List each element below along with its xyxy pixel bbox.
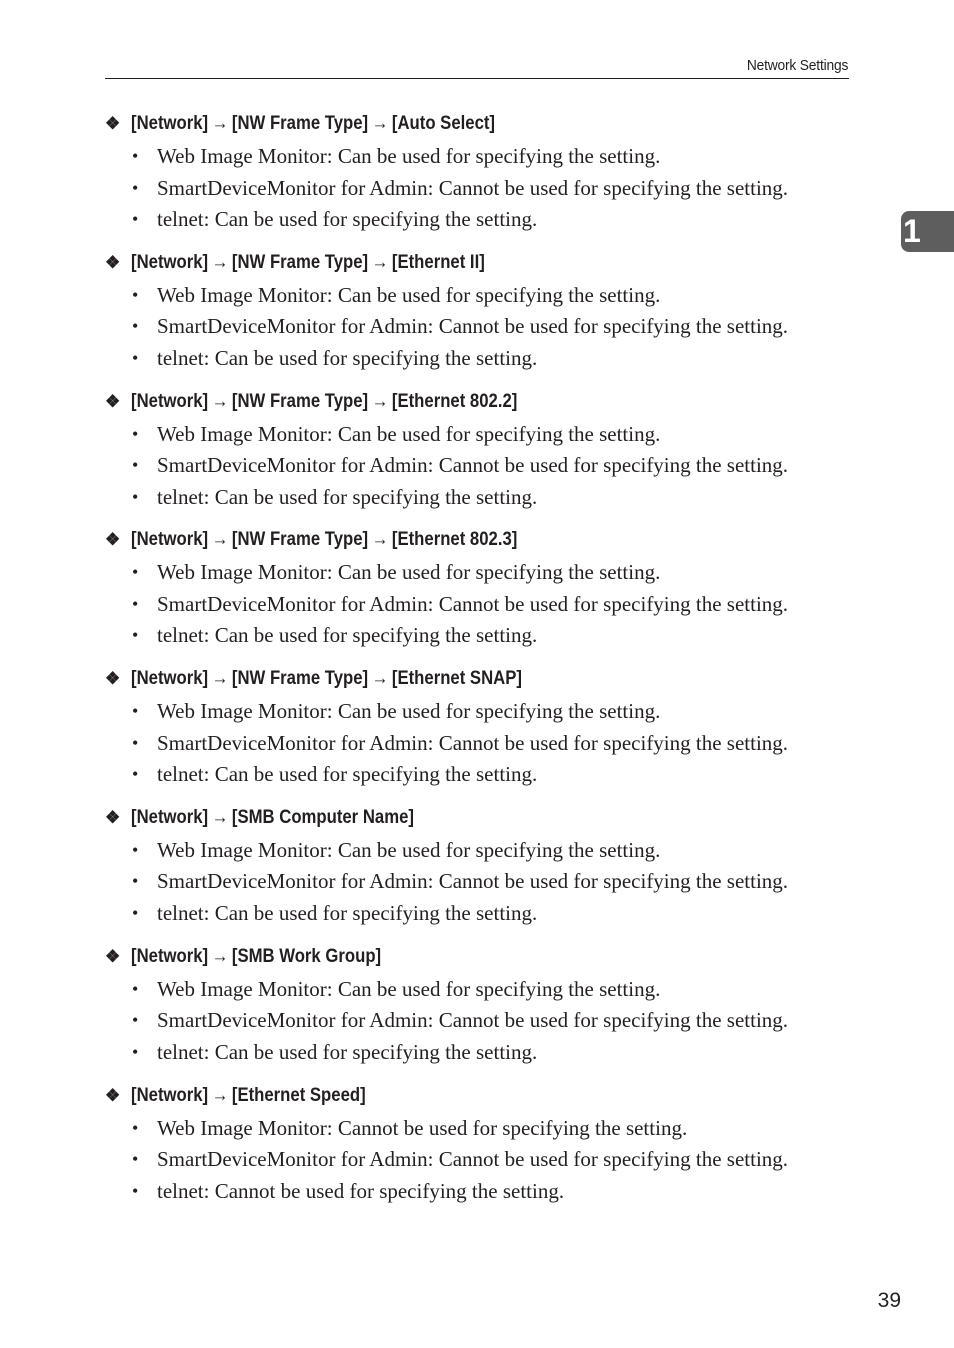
menu-path bbox=[131, 946, 381, 968]
list-item-text: Web Image Monitor: Cannot be used for specifying the setting. bbox=[157, 1115, 688, 1140]
diamond-icon: ❖ bbox=[105, 530, 121, 550]
bullet-icon: • bbox=[132, 1041, 139, 1062]
bullet-icon: • bbox=[132, 701, 139, 722]
menu-path-segment: [NW Frame Type] bbox=[231, 113, 369, 134]
support-list bbox=[105, 1113, 865, 1208]
menu-path-segment: [Network] bbox=[131, 806, 209, 828]
bullet-icon: • bbox=[132, 177, 139, 198]
list-item-text: Web Image Monitor: Can be used for specifying the setting. bbox=[157, 282, 661, 307]
menu-path-segment: [Network] bbox=[131, 113, 209, 134]
list-item-text: telnet: Can be used for specifying the setting. bbox=[157, 345, 538, 370]
list-item-text: telnet: Cannot be used for specifying the setting. bbox=[157, 1178, 565, 1203]
menu-path-segment: [Ethernet II] bbox=[391, 251, 485, 273]
arrow-right-icon: → bbox=[211, 390, 229, 412]
setting-section bbox=[105, 388, 865, 527]
arrow-right-icon: → bbox=[211, 806, 229, 828]
list-item-text: SmartDeviceMonitor for Admin: Cannot be used for specifying the setting. bbox=[157, 1008, 789, 1033]
section-heading bbox=[105, 1082, 865, 1110]
list-item bbox=[105, 141, 865, 173]
diamond-icon: ❖ bbox=[105, 252, 121, 272]
setting-section bbox=[105, 110, 865, 249]
support-list bbox=[105, 141, 865, 236]
menu-path-segment: [NW Frame Type] bbox=[231, 390, 369, 412]
list-item bbox=[105, 835, 865, 867]
list-item bbox=[105, 482, 865, 514]
list-item bbox=[105, 343, 865, 375]
list-item-text: SmartDeviceMonitor for Admin: Cannot be used for specifying the setting. bbox=[157, 175, 789, 200]
menu-path bbox=[131, 668, 522, 690]
list-item-text: Web Image Monitor: Can be used for specifying the setting. bbox=[157, 144, 661, 168]
list-item-text: Web Image Monitor: Can be used for specifying the setting. bbox=[157, 976, 661, 1001]
list-item bbox=[105, 866, 865, 898]
list-item-text: telnet: Can be used for specifying the setting. bbox=[157, 484, 538, 509]
list-item bbox=[105, 1113, 865, 1145]
list-item-text: SmartDeviceMonitor for Admin: Cannot be used for specifying the setting. bbox=[157, 314, 789, 339]
list-item bbox=[105, 898, 865, 930]
arrow-right-icon: → bbox=[211, 1084, 229, 1106]
arrow-right-icon: → bbox=[371, 390, 389, 412]
bullet-icon: • bbox=[132, 732, 139, 753]
header-rule bbox=[105, 78, 849, 79]
list-item bbox=[105, 450, 865, 482]
list-item-text: Web Image Monitor: Can be used for specifying the setting. bbox=[157, 421, 661, 446]
menu-path-segment: [Ethernet 802.2] bbox=[391, 390, 518, 412]
section-heading bbox=[105, 249, 865, 277]
arrow-right-icon: → bbox=[371, 113, 389, 134]
bullet-icon: • bbox=[132, 625, 139, 646]
list-item-text: SmartDeviceMonitor for Admin: Cannot be used for specifying the setting. bbox=[157, 730, 789, 755]
menu-path-segment: [Network] bbox=[131, 1084, 209, 1106]
menu-path-segment: [Ethernet SNAP] bbox=[391, 668, 522, 690]
bullet-icon: • bbox=[132, 455, 139, 476]
section-heading bbox=[105, 804, 865, 832]
bullet-icon: • bbox=[132, 593, 139, 614]
support-list bbox=[105, 419, 865, 514]
setting-section bbox=[105, 249, 865, 388]
section-heading bbox=[105, 943, 865, 971]
arrow-right-icon: → bbox=[211, 945, 229, 967]
arrow-right-icon: → bbox=[371, 529, 389, 551]
section-heading bbox=[105, 665, 865, 693]
menu-path-segment: [Network] bbox=[131, 668, 209, 690]
list-item bbox=[105, 204, 865, 236]
bullet-icon: • bbox=[132, 871, 139, 892]
menu-path-segment: [Network] bbox=[131, 390, 209, 412]
menu-path bbox=[131, 113, 495, 135]
menu-path bbox=[131, 529, 517, 551]
list-item bbox=[105, 557, 865, 589]
bullet-icon: • bbox=[132, 284, 139, 305]
menu-path-segment: [NW Frame Type] bbox=[231, 668, 369, 690]
list-item bbox=[105, 620, 865, 652]
list-item-text: Web Image Monitor: Can be used for specifying the setting. bbox=[157, 699, 661, 724]
menu-path bbox=[131, 807, 414, 829]
setting-section bbox=[105, 804, 865, 943]
bullet-icon: • bbox=[132, 1010, 139, 1031]
menu-path-segment: [SMB Work Group] bbox=[231, 945, 382, 967]
arrow-right-icon: → bbox=[211, 251, 229, 273]
section-heading bbox=[105, 526, 865, 554]
menu-path-segment: [NW Frame Type] bbox=[231, 529, 369, 551]
list-item-text: telnet: Can be used for specifying the setting. bbox=[157, 623, 538, 648]
menu-path-segment: [Network] bbox=[131, 945, 209, 967]
diamond-icon: ❖ bbox=[105, 669, 121, 689]
menu-path-segment: [NW Frame Type] bbox=[231, 251, 369, 273]
list-item-text: SmartDeviceMonitor for Admin: Cannot be used for specifying the setting. bbox=[157, 453, 789, 478]
bullet-icon: • bbox=[132, 146, 139, 166]
section-heading bbox=[105, 110, 865, 138]
list-item-text: SmartDeviceMonitor for Admin: Cannot be used for specifying the setting. bbox=[157, 869, 789, 894]
menu-path bbox=[131, 1085, 366, 1107]
bullet-icon: • bbox=[132, 839, 139, 860]
list-item-text: telnet: Can be used for specifying the setting. bbox=[157, 900, 538, 925]
setting-section bbox=[105, 943, 865, 1082]
bullet-icon: • bbox=[132, 486, 139, 507]
menu-path bbox=[131, 252, 485, 274]
list-item bbox=[105, 173, 865, 205]
setting-section bbox=[105, 526, 865, 665]
list-item bbox=[105, 1176, 865, 1208]
bullet-icon: • bbox=[132, 347, 139, 368]
list-item-text: SmartDeviceMonitor for Admin: Cannot be used for specifying the setting. bbox=[157, 1147, 789, 1172]
list-item bbox=[105, 759, 865, 791]
section-heading bbox=[105, 388, 865, 416]
diamond-icon: ❖ bbox=[105, 391, 121, 411]
arrow-right-icon: → bbox=[211, 529, 229, 551]
page-number: 39 bbox=[877, 1289, 901, 1312]
list-item-text: Web Image Monitor: Can be used for specifying the setting. bbox=[157, 560, 661, 585]
menu-path-segment: [Network] bbox=[131, 251, 209, 273]
list-item bbox=[105, 589, 865, 621]
bullet-icon: • bbox=[132, 423, 139, 444]
menu-path-segment: [Ethernet 802.3] bbox=[391, 529, 518, 551]
list-item-text: telnet: Can be used for specifying the setting. bbox=[157, 762, 538, 787]
support-list bbox=[105, 696, 865, 791]
diamond-icon: ❖ bbox=[105, 114, 121, 133]
list-item bbox=[105, 1144, 865, 1176]
list-item bbox=[105, 280, 865, 312]
bullet-icon: • bbox=[132, 1117, 139, 1138]
diamond-icon: ❖ bbox=[105, 807, 121, 827]
list-item bbox=[105, 728, 865, 760]
menu-path-segment: [SMB Computer Name] bbox=[231, 806, 414, 828]
arrow-right-icon: → bbox=[211, 113, 229, 134]
arrow-right-icon: → bbox=[211, 668, 229, 690]
support-list bbox=[105, 974, 865, 1069]
diamond-icon: ❖ bbox=[105, 1085, 121, 1105]
menu-path-segment: [Network] bbox=[131, 529, 209, 551]
bullet-icon: • bbox=[132, 562, 139, 583]
list-item bbox=[105, 974, 865, 1006]
setting-section bbox=[105, 1082, 865, 1221]
arrow-right-icon: → bbox=[371, 668, 389, 690]
bullet-icon: • bbox=[132, 978, 139, 999]
list-item-text: SmartDeviceMonitor for Admin: Cannot be used for specifying the setting. bbox=[157, 591, 789, 616]
list-item-text: telnet: Can be used for specifying the setting. bbox=[157, 1039, 538, 1064]
bullet-icon: • bbox=[132, 764, 139, 785]
arrow-right-icon: → bbox=[371, 251, 389, 273]
bullet-icon: • bbox=[132, 1149, 139, 1170]
list-item bbox=[105, 696, 865, 728]
diamond-icon: ❖ bbox=[105, 946, 121, 966]
bullet-icon: • bbox=[132, 902, 139, 923]
chapter-tab: 1 bbox=[901, 211, 954, 252]
list-item-text: Web Image Monitor: Can be used for specifying the setting. bbox=[157, 837, 661, 862]
menu-path-segment: [Auto Select] bbox=[391, 113, 496, 134]
bullet-icon: • bbox=[132, 209, 139, 229]
menu-path-segment: [Ethernet Speed] bbox=[231, 1084, 366, 1106]
list-item bbox=[105, 1037, 865, 1069]
list-item bbox=[105, 311, 865, 343]
bullet-icon: • bbox=[132, 1180, 139, 1201]
running-header: Network Settings bbox=[746, 57, 848, 74]
support-list bbox=[105, 557, 865, 652]
support-list bbox=[105, 280, 865, 375]
list-item bbox=[105, 419, 865, 451]
bullet-icon: • bbox=[132, 316, 139, 337]
settings-list bbox=[105, 110, 865, 1220]
menu-path bbox=[131, 391, 517, 413]
list-item bbox=[105, 1005, 865, 1037]
list-item-text: telnet: Can be used for specifying the setting. bbox=[157, 207, 538, 231]
support-list bbox=[105, 835, 865, 930]
setting-section bbox=[105, 665, 865, 804]
